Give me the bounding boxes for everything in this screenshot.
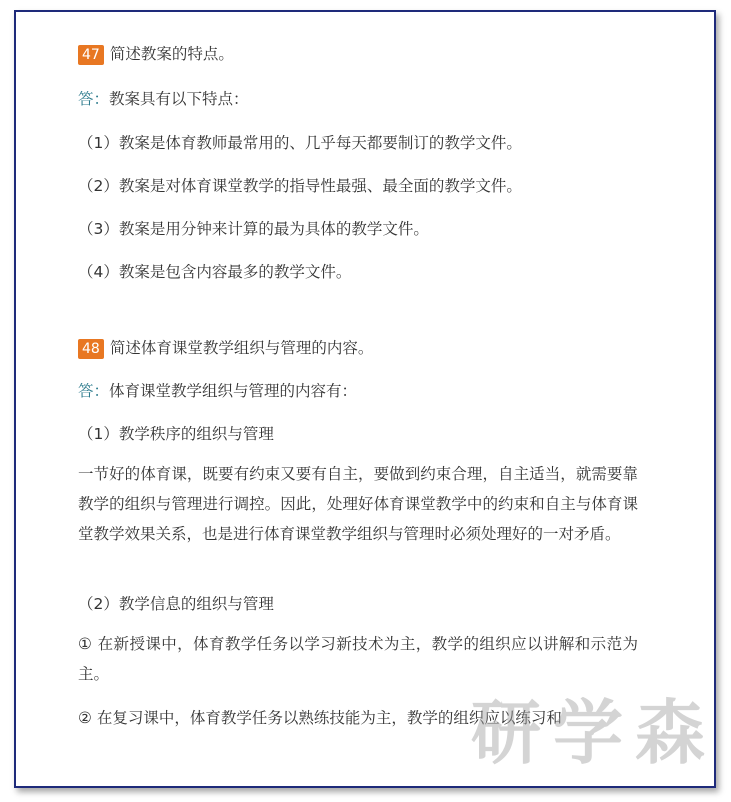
question-title: 简述体育课堂教学组织与管理的内容。 [109, 339, 374, 357]
answer-intro [78, 379, 357, 401]
answer-prefix: 答： [78, 90, 110, 108]
question-48-heading [78, 336, 373, 359]
question-number-badge: 47 [78, 45, 104, 65]
paragraph: 一节好的体育课，既要有约束又要有自主，要做到约束合理，自主适当，就需要靠教学的组织与管理进行调控。因此，处理好体育课堂教学中的约束和自主与体育课堂教学效果关系，也是进行体育课堂教学组织与管理时必须处理好的一对矛盾。 [78, 465, 638, 543]
paragraph-partial: ② 在复习课中，体育教学任务以熟练技能为主，教学的组织应以练习和 [78, 709, 562, 727]
paragraph: ① 在新授课中，体育教学任务以学习新技术为主，教学的组织应以讲解和示范为主。 [78, 635, 638, 683]
answer-item: （3）教案是用分钟来计算的最为具体的教学文件。 [78, 220, 429, 238]
answer-intro-text: 体育课堂教学组织与管理的内容有： [109, 382, 358, 400]
watermark-logo: 研学森 [471, 692, 717, 774]
subheading: （1）教学秩序的组织与管理 [78, 425, 274, 443]
answer-item: （1）教案是体育教师最常用的、几乎每天都要制订的教学文件。 [78, 134, 522, 152]
question-number-badge: 48 [78, 339, 104, 359]
answer-prefix: 答： [78, 382, 110, 400]
answer-item: （4）教案是包含内容最多的教学文件。 [78, 263, 352, 281]
question-47-heading [78, 42, 234, 65]
subheading: （2）教学信息的组织与管理 [78, 595, 274, 613]
answer-intro-text: 教案具有以下特点： [109, 90, 249, 108]
answer-intro [78, 87, 249, 109]
question-title: 简述教案的特点。 [109, 45, 234, 63]
answer-item: （2）教案是对体育课堂教学的指导性最强、最全面的教学文件。 [78, 177, 522, 195]
